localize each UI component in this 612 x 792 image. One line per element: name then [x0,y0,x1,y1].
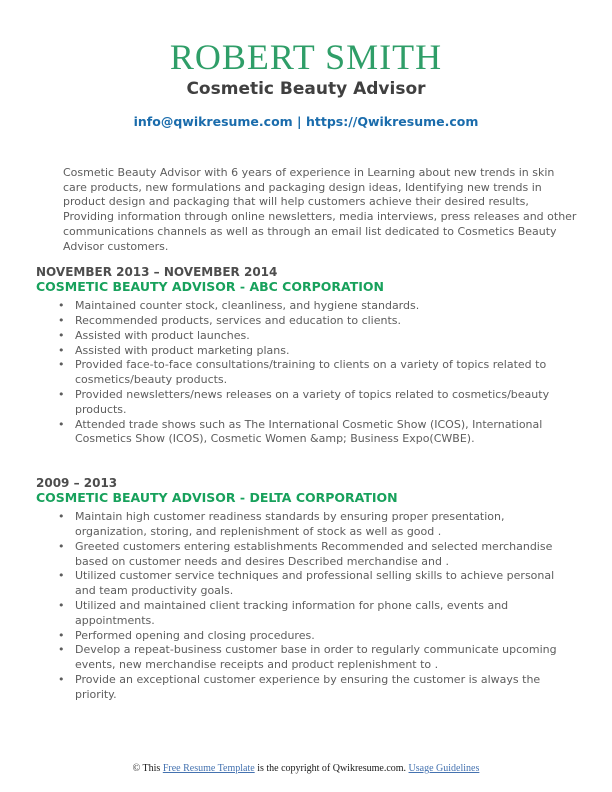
footer-prefix-text: © This [132,763,163,774]
contact-line [0,114,612,129]
bullet-item: • Performed opening and closing procedures. [75,629,577,644]
bullet-item: • Recommended products, services and education to clients. [75,314,577,329]
job-bullet-list [0,299,577,447]
job-heading: COSMETIC BEAUTY ADVISOR - ABC CORPORATION [36,279,384,295]
bullet-item: • Provided newsletters/news releases on a variety of topics related to cosmetics/beauty products. [75,388,577,418]
website-link[interactable]: https://Qwikresume.com [305,114,479,129]
bullet-item: • Greeted customers entering establishments Recommended and selected merchandise based on customer needs and desires Described merchandise and . [75,540,577,570]
usage-guidelines-link[interactable]: Usage Guidelines [408,763,480,774]
bullet-item: • Utilized customer service techniques and professional selling skills to achieve personal and team productivity goals. [75,569,577,599]
bullet-item: • Assisted with product launches. [75,329,577,344]
email-link[interactable]: info@qwikresume.com [133,114,293,129]
job-heading: COSMETIC BEAUTY ADVISOR - DELTA CORPORATION [36,490,398,506]
job-bullet-list [0,510,577,702]
page-title: ROBERT SMITH [169,37,443,77]
contact-separator: | [292,114,306,129]
footer-middle-text: is the copyright of Qwikresume.com. [254,763,409,774]
bullet-item: • Provide an exceptional customer experience by ensuring the customer is always the priority. [75,673,577,703]
job-dates: 2009 – 2013 [36,476,118,491]
resume-header [0,38,612,129]
bullet-item: • Maintained counter stock, cleanliness, and hygiene standards. [75,299,577,314]
job-dates: NOVEMBER 2013 – NOVEMBER 2014 [36,265,278,280]
bullet-item: • Attended trade shows such as The International Cosmetic Show (ICOS), International Cosmetics Show (ICOS), Cosmetic Women &amp; Business Expo(CWBE). [75,418,577,448]
experience-section-abc-corporation [0,266,612,447]
footer-copyright [0,763,612,774]
experience-section-delta-corporation [0,477,612,702]
bullet-item: • Maintain high customer readiness standards by ensuring proper presentation, organization, storing, and replenishment of stock as well as good . [75,510,577,540]
bullet-item: • Utilized and maintained client tracking information for phone calls, events and appointments. [75,599,577,629]
summary-paragraph: Cosmetic Beauty Advisor with 6 years of experience in Learning about new trends in skin care products, new formulations and packaging design ideas, Identifying new trends in product design and packaging that will help customers achieve their desired results, Providing information through online newsletters, media interviews, press releases and other communications channels as well as through an email list dedicated to Cosmetics Beauty Advisor customers. [63,166,577,253]
job-title-subheading: Cosmetic Beauty Advisor [186,79,426,99]
bullet-item: • Assisted with product marketing plans. [75,344,577,359]
bullet-item: • Provided face-to-face consultations/training to clients on a variety of topics related to cosmetics/beauty products. [75,358,577,388]
free-resume-template-link[interactable]: Free Resume Template [162,763,255,774]
bullet-item: • Develop a repeat-business customer base in order to regularly communicate upcoming events, new merchandise receipts and product replenishment to . [75,643,577,673]
